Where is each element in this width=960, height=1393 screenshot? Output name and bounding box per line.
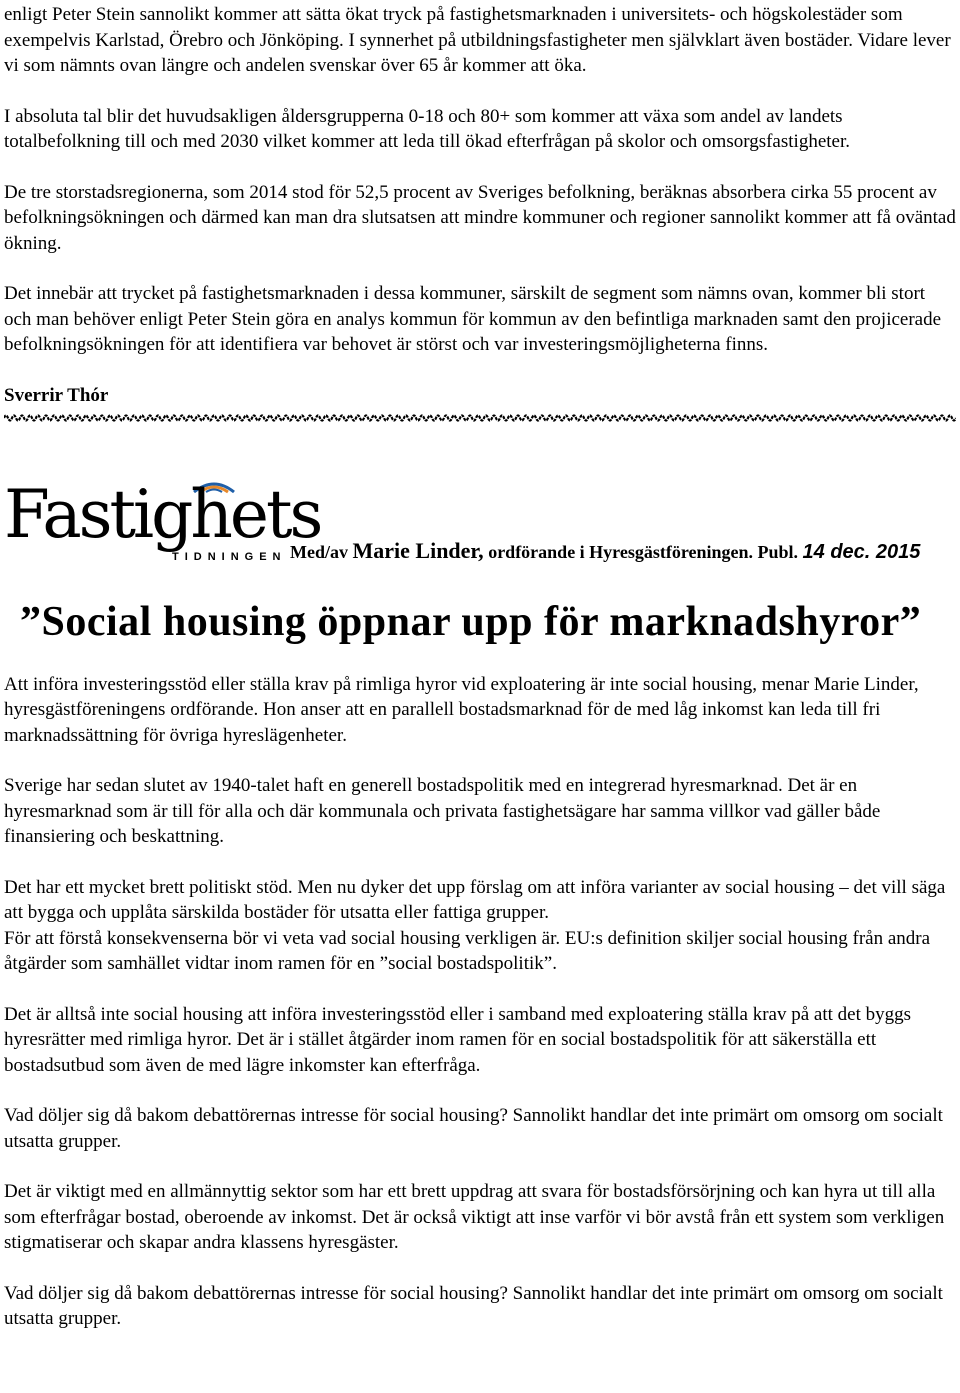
article-byline: [290, 538, 920, 564]
paragraph: enligt Peter Stein sannolikt kommer att sätta ökat tryck på fastighetsmarknaden i universitets- och högskolestäder som exempelvis Karlstad, Örebro och Jönköping. I synnerhet på utbildningsfastigheter men självklart även bostäder. Vidare lever vi som nämnts ovan längre och andelen svenskar över 65 år kommer att öka.: [4, 4, 951, 76]
paragraph: Det är viktigt med en allmännyttig sektor som har ett brett uppdrag att svara för bostadsförsörjning och kan hyra ut till alla som efterfrågar bostad, oberoende av inkomst. Det är också viktigt att inse varför vi bör avstå från ett system som verkligen stigmatiserar och skapar andra klassens hyresgäster.: [4, 1181, 945, 1253]
author-signature: Sverrir Thór: [4, 384, 109, 406]
byline-author: Marie Linder,: [352, 537, 484, 563]
newspaper-logo-subtitle: TIDNINGEN: [172, 550, 287, 563]
paragraph: Det innebär att trycket på fastighetsmarknaden i dessa kommuner, särskilt de segment som nämns ovan, kommer bli stort och man behöver enligt Peter Stein göra en analys kommun för kommun av den befintliga marknaden samt den projicerade befolkningsökningen för att identifiera var behovet är störst och var investeringsmöjligheterna finns.: [4, 283, 942, 355]
byline-date: 14 dec. 2015: [802, 540, 921, 563]
article-headline: ”Social housing öppnar upp för marknadshyror”: [20, 598, 922, 645]
wavy-divider: [4, 412, 956, 426]
byline-prefix: Med/av: [290, 541, 348, 562]
paragraph: För att förstå konsekvenserna bör vi veta vad social housing verkligen är. EU:s definition skiljer social housing från andra åtgärder som samhället vidtar inom ramen för en ”social bostadspolitik”.: [4, 927, 931, 974]
paragraph: Sverige har sedan slutet av 1940-talet haft en generell bostadspolitik med en integrerad hyresmarknad. Det är en hyresmarknad som är till för alla och där kommunala och privata fastighetsägare har samma villkor vad gäller både finansiering och beskattning.: [4, 775, 881, 847]
paragraph: I absoluta tal blir det huvudsakligen åldersgrupperna 0-18 och 80+ som kommer att växa som andel av landets totalbefolkning till och med 2030 vilket kommer att leda till ökad efterfrågan på skolor och omsorgsfastigheter.: [4, 105, 850, 152]
paragraph: Vad döljer sig då bakom debattörernas intresse för social housing? Sannolikt handlar det inte primärt om omsorg om socialt utsatta grupper.: [4, 1282, 943, 1329]
byline-role: ordförande i Hyresgästföreningen. Publ.: [488, 541, 799, 562]
paragraph: Att införa investeringsstöd eller ställa krav på rimliga hyror vid exploatering är inte social housing, menar Marie Linder, hyresgästföreningens ordförande. Hon anser att en parallell bostadsmarknad för de med låg inkomst kan leda till fri marknadssättning för övriga hyreslägenheter.: [4, 673, 919, 746]
newspaper-logo: Fastighets: [4, 475, 321, 553]
paragraph: Vad döljer sig då bakom debattörernas intresse för social housing? Sannolikt handlar det inte primärt om omsorg om socialt utsatta grupper.: [4, 1105, 943, 1152]
paragraph: Det har ett mycket brett politiskt stöd. Men nu dyker det upp förslag om att införa varianter av social housing – det vill säga att bygga och upplåta särskilda bostäder för utsatta eller fattiga grupper.: [4, 876, 946, 923]
newspaper-masthead: [4, 475, 956, 586]
document-page: [4, 0, 956, 1332]
paragraph: De tre storstadsregionerna, som 2014 stod för 52,5 procent av Sveriges befolkning, beräknas absorbera cirka 55 procent av befolkningsökningen och därmed kan man dra slutsatsen att mindre kommuner och regioner sannolikt kommer att få oväntad ökning.: [4, 181, 956, 254]
paragraph: Det är alltså inte social housing att införa investeringsstöd eller i samband med exploatering ställa krav på att det byggs hyresrätter med rimliga hyror. Det är i stället åtgärder inom ramen för en social bostadspolitik för att säkerställa ett bostadsutbud som även de med lägre inkomster kan efterfråga.: [4, 1003, 911, 1076]
